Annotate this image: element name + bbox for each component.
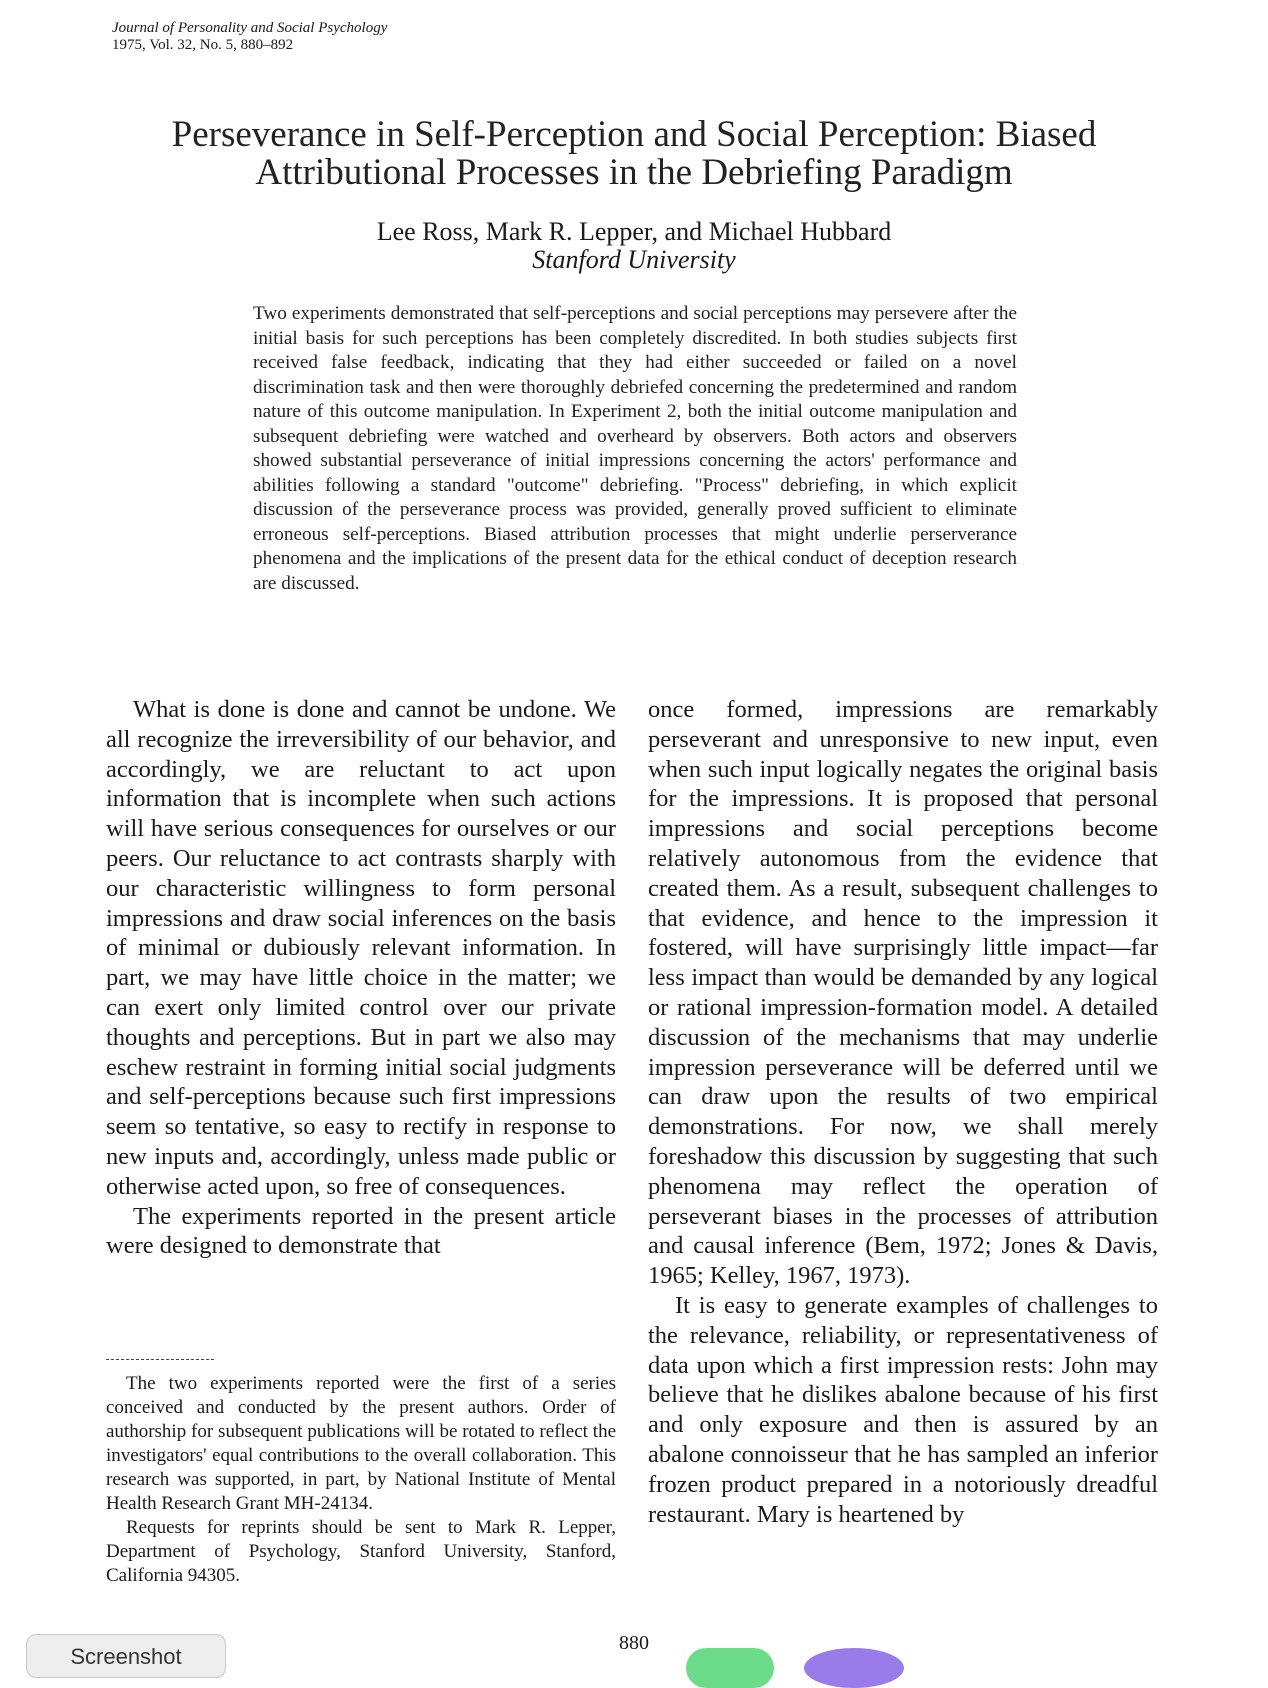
left-column: [106, 695, 616, 1261]
body-paragraph: What is done is done and cannot be undone. We all recognize the irreversibility of our behavior, and accordingly, we are reluctant to act upon information that is incomplete when such actions will have serious consequences for ourselves or our peers. Our reluctance to act contrasts sharply with our characteristic willingness to form personal impressions and draw social inferences on the basis of minimal or dubiously relevant information. In part, we may have little choice in the matter; we can exert only limited control over our private thoughts and perceptions. But in part we also may eschew restraint in forming initial social judgments and self-perceptions because such first impressions seem so tentative, so easy to rectify in response to new inputs and, accordingly, unless made public or otherwise acted upon, so free of consequences.: [106, 696, 616, 1200]
abstract: Two experiments demonstrated that self-perceptions and social perceptions may persevere after the initial basis for such perceptions has been completely discredited. In both studies subjects first received false feedback, indicating that they had either succeeded or failed on a novel discrimination task and then were thoroughly debriefed concerning the predetermined and random nature of this outcome manipulation. In Experiment 2, both the initial outcome manipulation and subsequent debriefing were watched and overheard by observers. Both actors and observers showed substantial perseverance of initial impressions concerning the actors' performance and abilities following a standard "outcome" debriefing. "Process" debriefing, in which explicit discussion of the perseverance process was provided, generally proved sufficient to eliminate erroneous self-perceptions. Biased attribution processes that might underlie perserverance phenomena and the implications of the present data for the ethical conduct of deception research are discussed.: [253, 303, 1017, 594]
right-column: [648, 695, 1158, 1529]
green-dock-button[interactable]: [686, 1648, 774, 1688]
page-number: 880: [619, 1632, 649, 1654]
journal-name: Journal of Personality and Social Psychology: [112, 20, 388, 36]
footnote-authorship: The two experiments reported were the first of a series conceived and conducted by the present authors. Order of authorship for subsequent publications will be rotated to reflect the investigators' equal contributions to the overall collaboration. This research was supported, in part, by National Institute of Mental Health Research Grant MH-24134.: [106, 1373, 616, 1514]
body-paragraph: The experiments reported in the present article were designed to demonstrate that: [106, 1202, 616, 1260]
body-paragraph: It is easy to generate examples of challenges to the relevance, reliability, or representativeness of data upon which a first impression rests: John may believe that he dislikes abalone because of his first and only exposure and then is assured by an abalone connoisseur that he has sampled an inferior frozen product prepared in a notoriously dreadful restaurant. Mary is heartened by: [648, 1291, 1158, 1528]
screenshot-button[interactable]: Screenshot: [26, 1634, 226, 1678]
purple-dock-button[interactable]: [804, 1648, 904, 1688]
footnote-reprints: Requests for reprints should be sent to Mark R. Lepper, Department of Psychology, Stanford University, Stanford, California 94305.: [106, 1517, 616, 1586]
title-line-2: Attributional Processes in the Debriefing Paradigm: [255, 152, 1013, 193]
affiliation: Stanford University: [532, 245, 736, 274]
article-title: [90, 116, 1178, 192]
title-line-1: Perseverance in Self-Perception and Social Perception: Biased: [171, 114, 1097, 155]
footnote-divider: [106, 1359, 214, 1360]
body-paragraph: once formed, impressions are remarkably perseverant and unresponsive to new input, even when such input logically negates the original basis for the impressions. It is proposed that personal impressions and social perceptions become relatively autonomous from the evidence that created them. As a result, subsequent challenges to that evidence, and hence to the impression it fostered, will have surprisingly little impact—far less impact than would be demanded by any logical or rational impression-formation model. A detailed discussion of the mechanisms that may underlie impression perseverance will be deferred until we can draw upon the results of two empirical demonstrations. For now, we shall merely foreshadow this discussion by suggesting that such phenomena may reflect the operation of perseverant biases in the processes of attribution and causal inference (Bem, 1972; Jones & Davis, 1965; Kelley, 1967, 1973).: [648, 696, 1158, 1290]
footnotes: [106, 1372, 616, 1588]
journal-header: [112, 20, 387, 54]
journal-citation: 1975, Vol. 32, No. 5, 880–892: [112, 37, 294, 53]
authors: Lee Ross, Mark R. Lepper, and Michael Hubbard: [376, 217, 892, 246]
